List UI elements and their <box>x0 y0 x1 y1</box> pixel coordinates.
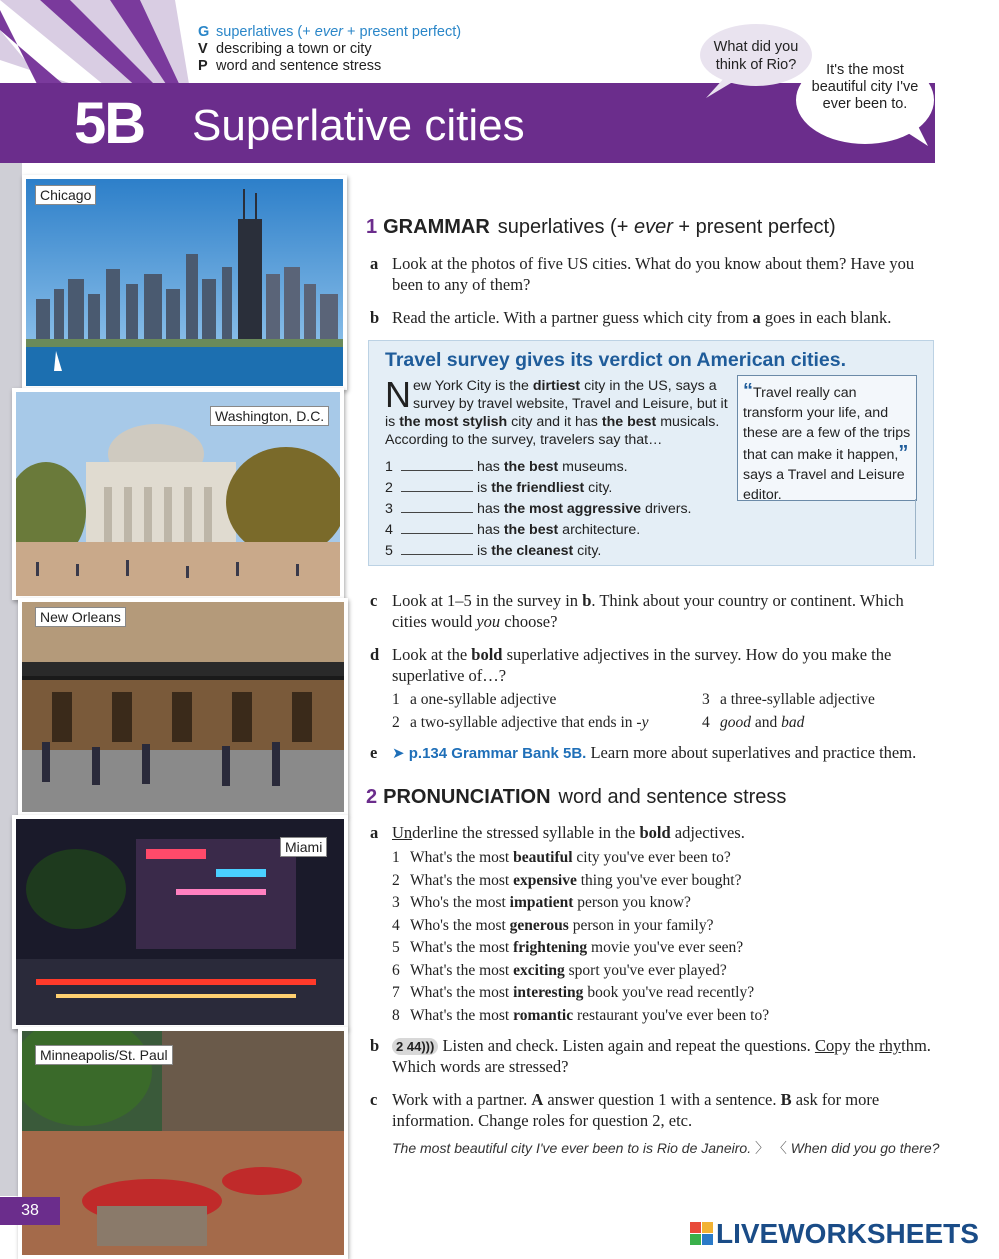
grammar-item-d: d Look at the bold superlative adjectives in the survey. How do you make the superlative of…? <box>370 645 892 685</box>
page-number: 38 <box>0 1197 60 1225</box>
speech-bubble-answer: It's the most beautiful city I've ever been to. <box>796 56 934 144</box>
survey-item: 5 is the cleanest city. <box>385 543 602 559</box>
photo-chicago <box>22 175 347 390</box>
label-new-orleans: New Orleans <box>35 607 126 627</box>
lesson-focus <box>198 24 461 75</box>
article-headline: Travel survey gives its verdict on American cities. <box>385 349 847 371</box>
label-washington: Washington, D.C. <box>210 406 329 426</box>
grammar-item-a: a Look at the photos of five US cities. What do you know about them? Have you been to any of them? <box>370 254 915 294</box>
article-divider <box>915 499 916 559</box>
blank-field[interactable] <box>401 543 473 555</box>
close-quote-icon: ” <box>898 442 909 464</box>
question-item: 5 What's the most frightening movie you've ever seen? <box>392 939 744 956</box>
blank-field[interactable] <box>401 501 473 513</box>
survey-item: 1 has the best museums. <box>385 459 628 475</box>
audio-track-badge[interactable]: 2 44))) <box>392 1038 438 1055</box>
list-item: 2 a two-syllable adjective that ends in -y <box>392 713 649 731</box>
blank-field[interactable] <box>401 459 473 471</box>
question-item: 3 Who's the most impatient person you know? <box>392 894 691 911</box>
grammar-bank-link[interactable]: ➤ p.134 Grammar Bank 5B. <box>392 745 587 762</box>
question-item: 8 What's the most romantic restaurant you've ever been to? <box>392 1006 770 1024</box>
article-intro: New York City is the dirtiest city in the US, says a survey by travel website, Travel and Leisure, but it is the most stylish city and it has the best musicals. According to the survey, travelers say that… <box>385 374 728 448</box>
grammar-item-c: c Look at 1–5 in the survey in b. Think about your country or continent. Which cities would you choose? <box>370 591 904 631</box>
focus-vocabulary: V describing a town or city <box>198 41 372 57</box>
article-box <box>368 340 934 566</box>
open-quote-icon: “ <box>743 380 753 402</box>
grammar-item-e: e ➤ p.134 Grammar Bank 5B. Learn more about superlatives and practice them. <box>370 743 917 762</box>
d-list-left <box>392 689 648 734</box>
unit-code: 5B <box>74 91 145 156</box>
liveworksheets-logo: LIVEWORKSHEETS <box>690 1218 979 1250</box>
speech-bubble-question: What did you think of Rio? <box>700 24 812 86</box>
grammar-item-b: b Read the article. With a partner guess which city from a goes in each blank. <box>370 308 892 327</box>
list-item: 3 a three-syllable adjective <box>702 691 875 708</box>
questions-list <box>392 847 769 1027</box>
example-dialogue: The most beautiful city I've ever been to is Rio de Janeiro. 〉 〈 When did you go there? <box>392 1140 940 1156</box>
speech-tail-icon: 〉 〈 <box>754 1140 787 1156</box>
arrow-right-icon: ➤ <box>392 745 405 762</box>
pronunciation-item-b: b 2 44))) Listen and check. Listen again and repeat the questions. Copy the rhythm. Which words are stressed? <box>370 1036 931 1076</box>
question-item: 2 What's the most expensive thing you've ever bought? <box>392 871 742 889</box>
list-item: 1 a one-syllable adjective <box>392 691 557 708</box>
question-item: 7 What's the most interesting book you've read recently? <box>392 984 755 1001</box>
pronunciation-item-c: c Work with a partner. A answer question 1 with a sentence. B ask for more information. Change roles for question 2, etc. <box>370 1090 880 1130</box>
label-miami: Miami <box>280 837 327 857</box>
question-item: 1 What's the most beautiful city you've ever been to? <box>392 849 731 866</box>
focus-grammar: G superlatives (+ ever + present perfect) <box>198 24 462 40</box>
sound-icon: ))) <box>421 1039 435 1054</box>
photo-new-orleans <box>18 598 348 816</box>
pronunciation-item-a: a Underline the stressed syllable in the bold adjectives. <box>370 823 745 842</box>
question-item: 4 Who's the most generous person in your family? <box>392 916 714 934</box>
question-item: 6 What's the most exciting sport you've ever played? <box>392 961 727 979</box>
unit-title: Superlative cities <box>192 101 525 150</box>
blank-field[interactable] <box>401 480 473 492</box>
survey-item: 2 is the friendliest city. <box>385 480 613 496</box>
list-item: 4 good and bad <box>702 713 805 731</box>
logo-mark-icon <box>690 1222 714 1246</box>
focus-pronunciation: P word and sentence stress <box>198 58 382 74</box>
pronunciation-heading: 2 PRONUNCIATION word and sentence stress <box>366 786 787 808</box>
d-list-right <box>702 689 875 734</box>
survey-item: 4 has the best architecture. <box>385 522 641 538</box>
grammar-heading: 1 GRAMMAR superlatives (+ ever + present perfect) <box>366 216 836 238</box>
blank-field[interactable] <box>401 522 473 534</box>
survey-item: 3 has the most aggressive drivers. <box>385 501 692 517</box>
quote-box: “Travel really can transform your life, and these are a few of the trips that can make it happen,” says a Travel and Leisure editor. <box>737 375 917 501</box>
survey-list <box>385 457 691 562</box>
label-chicago: Chicago <box>35 185 96 205</box>
label-minneapolis: Minneapolis/St. Paul <box>35 1045 173 1065</box>
